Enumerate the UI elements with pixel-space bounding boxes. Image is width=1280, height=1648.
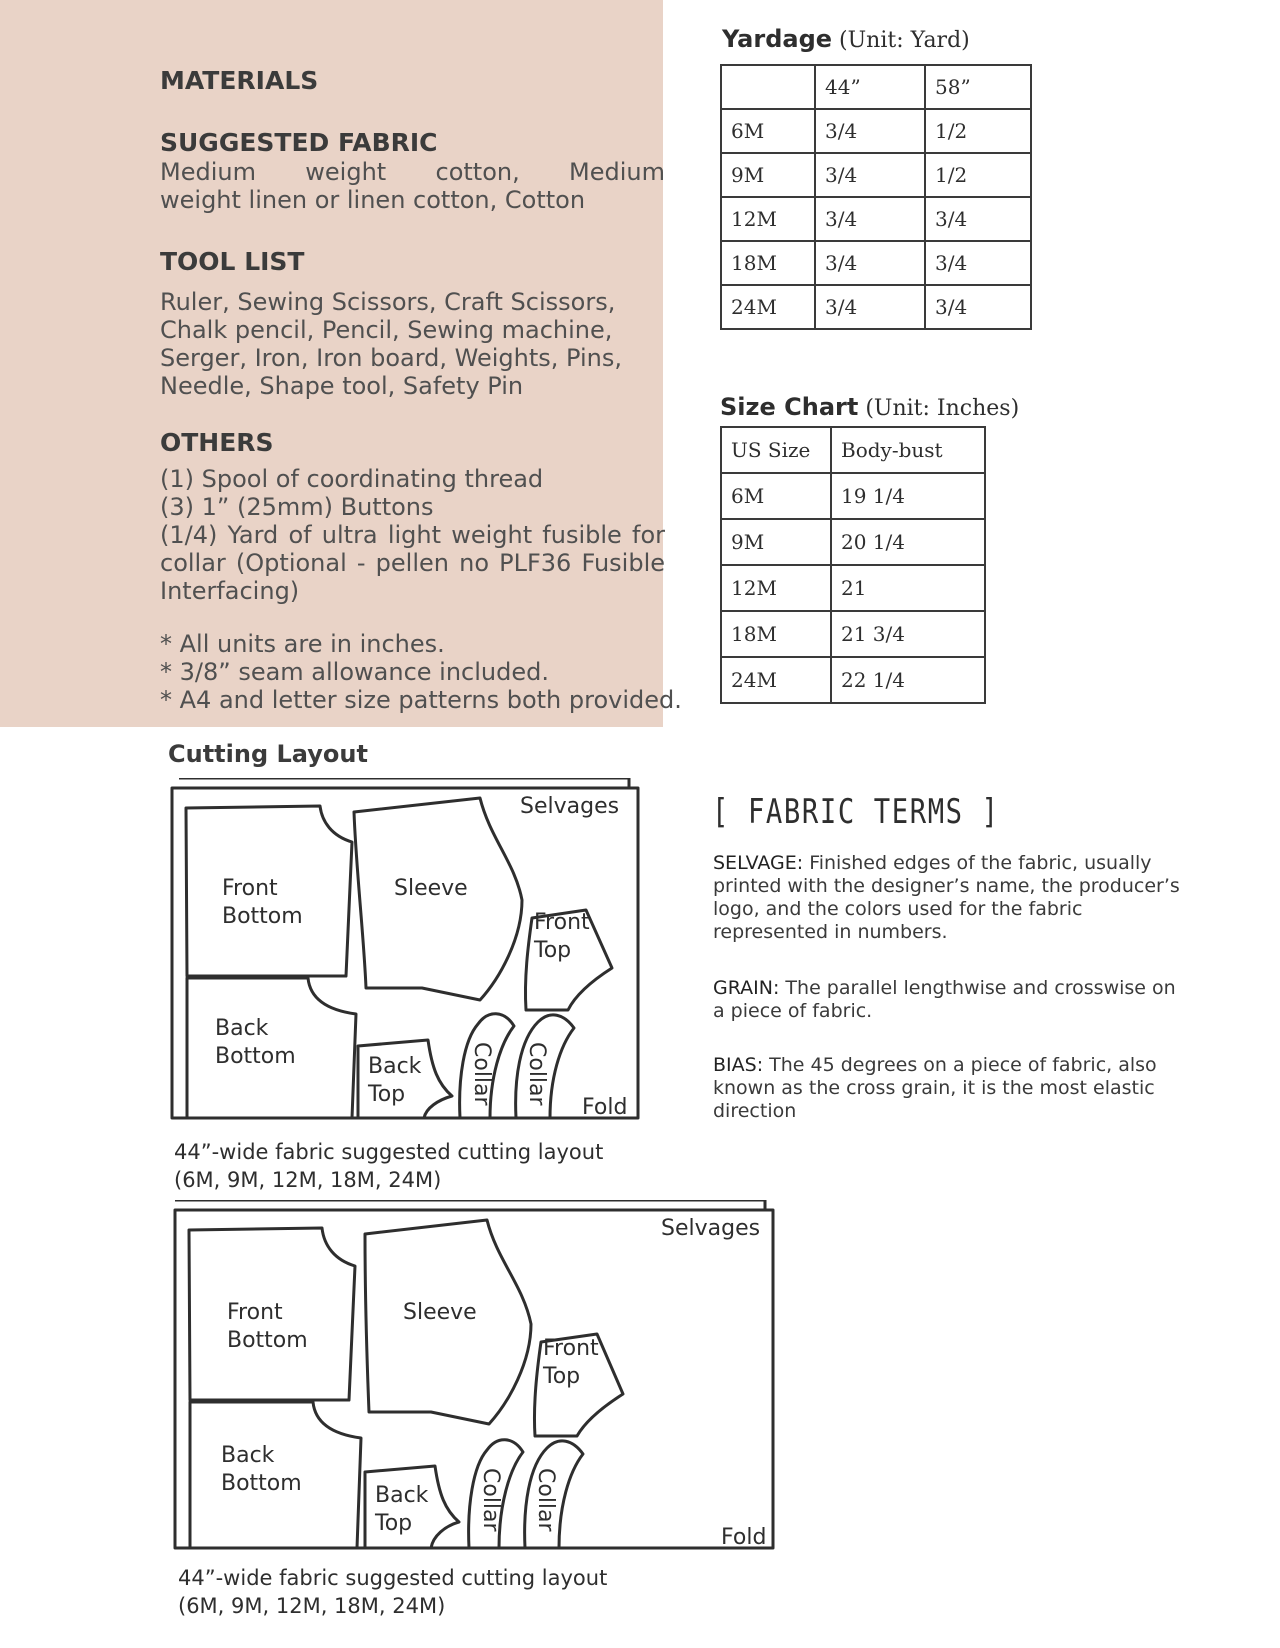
tools-line: Serger, Iron, Iron board, Weights, Pins, — [160, 344, 622, 372]
table-cell: 3/4 — [815, 109, 925, 153]
yardage-unit: (Unit: Yard) — [839, 28, 970, 53]
table-header-row — [721, 65, 1031, 109]
layout-caption-2 — [178, 1564, 607, 1620]
term-definition: The parallel lengthwise and crosswise on a piece of fabric. — [713, 977, 1176, 1022]
table-row — [721, 611, 985, 657]
note-line: * A4 and letter size patterns both provided. — [160, 686, 682, 714]
table-cell: 3/4 — [925, 197, 1031, 241]
collar-label: Collar — [533, 1468, 558, 1532]
table-cell: 24M — [721, 657, 831, 703]
size-chart-unit: (Unit: Inches) — [865, 396, 1020, 421]
bottom-label: Bottom — [215, 1044, 296, 1069]
size-chart-title-text: Size Chart — [720, 393, 859, 421]
others-line: (1) Spool of coordinating thread — [160, 465, 544, 493]
term-name: GRAIN: — [713, 977, 780, 999]
cutting-layout-diagram-1 — [160, 778, 650, 1132]
term-bias — [713, 1054, 1193, 1123]
table-row — [721, 473, 985, 519]
term-definition: Finished edges of the fabric, usually printed with the designer’s name, the producer’s logo, and the colors used for the fabric represented in numbers. — [713, 852, 1180, 943]
collar-label: Collar — [524, 1042, 549, 1106]
others-line: collar (Optional - pellen no PLF36 Fusible — [160, 549, 665, 577]
table-cell: 6M — [721, 109, 815, 153]
table-cell: 3/4 — [815, 153, 925, 197]
front-label: Front — [543, 1336, 599, 1361]
selvages-label: Selvages — [520, 794, 620, 819]
cutting-layout-diagram-2 — [165, 1200, 785, 1560]
note-line: * All units are in inches. — [160, 630, 445, 658]
materials-heading: MATERIALS — [160, 66, 319, 95]
table-cell: 12M — [721, 565, 831, 611]
back-label: Back — [375, 1483, 429, 1508]
fold-label: Fold — [721, 1525, 767, 1550]
layout-caption-1 — [174, 1138, 603, 1194]
table-cell: 3/4 — [815, 285, 925, 329]
table-cell: 6M — [721, 473, 831, 519]
term-name: SELVAGE: — [713, 852, 804, 874]
tools-line: Chalk pencil, Pencil, Sewing machine, — [160, 316, 613, 344]
fabric-terms-title: [ FABRIC TERMS ] — [712, 792, 1000, 832]
bottom-label: Bottom — [221, 1471, 302, 1496]
collar-label: Collar — [469, 1042, 494, 1106]
caption-line: (6M, 9M, 12M, 18M, 24M) — [178, 1594, 446, 1618]
table-cell: 20 1/4 — [831, 519, 985, 565]
top-label: Top — [534, 938, 572, 963]
front-label: Front — [222, 876, 278, 901]
table-cell: 58” — [925, 65, 1031, 109]
yardage-title-text: Yardage — [722, 25, 833, 53]
others-line: (3) 1” (25mm) Buttons — [160, 493, 434, 521]
note-line: * 3/8” seam allowance included. — [160, 658, 549, 686]
tools-text — [160, 288, 665, 400]
table-cell: 12M — [721, 197, 815, 241]
others-line: (1/4) Yard of ultra light weight fusible for — [160, 521, 665, 549]
table-cell: 24M — [721, 285, 815, 329]
front-label: Front — [534, 910, 590, 935]
table-cell: 18M — [721, 241, 815, 285]
table-header-row — [721, 427, 985, 473]
table-row — [721, 153, 1031, 197]
top-label: Top — [543, 1364, 581, 1389]
others-line: Interfacing) — [160, 577, 300, 605]
table-row — [721, 657, 985, 703]
table-row — [721, 109, 1031, 153]
caption-line: 44”-wide fabric suggested cutting layout — [178, 1566, 608, 1590]
sleeve-label: Sleeve — [394, 876, 468, 901]
top-label: Top — [375, 1511, 413, 1536]
back-label: Back — [215, 1016, 269, 1041]
table-cell: 22 1/4 — [831, 657, 985, 703]
table-row — [721, 241, 1031, 285]
fabric-heading: SUGGESTED FABRIC — [160, 128, 438, 157]
fold-label: Fold — [582, 1095, 628, 1120]
term-grain — [713, 977, 1193, 1023]
yardage-title — [722, 25, 970, 53]
table-cell: US Size — [721, 427, 831, 473]
back-label: Back — [221, 1443, 275, 1468]
back-label: Back — [368, 1054, 422, 1079]
table-cell: 3/4 — [815, 197, 925, 241]
fabric-line: Medium weight cotton, Medium — [160, 158, 665, 186]
table-cell: 1/2 — [925, 109, 1031, 153]
term-selvage — [713, 852, 1193, 944]
table-cell: 3/4 — [925, 241, 1031, 285]
fabric-line: weight linen or linen cotton, Cotton — [160, 186, 586, 214]
table-cell: 1/2 — [925, 153, 1031, 197]
table-cell: 21 3/4 — [831, 611, 985, 657]
cutting-layout-title: Cutting Layout — [168, 740, 368, 768]
table-cell: 9M — [721, 153, 815, 197]
bottom-label: Bottom — [227, 1328, 308, 1353]
table-cell: 44” — [815, 65, 925, 109]
term-definition: The 45 degrees on a piece of fabric, also known as the cross grain, it is the most elastic direction — [713, 1054, 1157, 1122]
fabric-outline — [175, 1210, 773, 1548]
table-row — [721, 197, 1031, 241]
table-cell: 3/4 — [925, 285, 1031, 329]
fabric-text — [160, 158, 665, 214]
table-cell: 3/4 — [815, 241, 925, 285]
sleeve-label: Sleeve — [403, 1300, 477, 1325]
tools-line: Ruler, Sewing Scissors, Craft Scissors, — [160, 288, 616, 316]
size-chart-title — [720, 393, 1019, 421]
others-heading: OTHERS — [160, 428, 274, 457]
table-cell: 21 — [831, 565, 985, 611]
bottom-label: Bottom — [222, 904, 303, 929]
tools-heading: TOOL LIST — [160, 247, 305, 276]
table-cell: Body-bust — [831, 427, 985, 473]
top-label: Top — [368, 1082, 406, 1107]
yardage-table — [720, 64, 1032, 330]
collar-label: Collar — [478, 1468, 503, 1532]
table-cell: 18M — [721, 611, 831, 657]
caption-line: (6M, 9M, 12M, 18M, 24M) — [174, 1168, 442, 1192]
table-row — [721, 565, 985, 611]
selvages-label: Selvages — [661, 1216, 761, 1241]
notes-text — [160, 630, 682, 714]
size-chart-table — [720, 426, 986, 704]
table-row — [721, 285, 1031, 329]
tools-line: Needle, Shape tool, Safety Pin — [160, 372, 524, 400]
table-cell: 19 1/4 — [831, 473, 985, 519]
front-label: Front — [227, 1300, 283, 1325]
table-row — [721, 519, 985, 565]
others-text — [160, 465, 665, 605]
caption-line: 44”-wide fabric suggested cutting layout — [174, 1140, 604, 1164]
table-cell — [721, 65, 815, 109]
term-name: BIAS: — [713, 1054, 764, 1076]
table-cell: 9M — [721, 519, 831, 565]
